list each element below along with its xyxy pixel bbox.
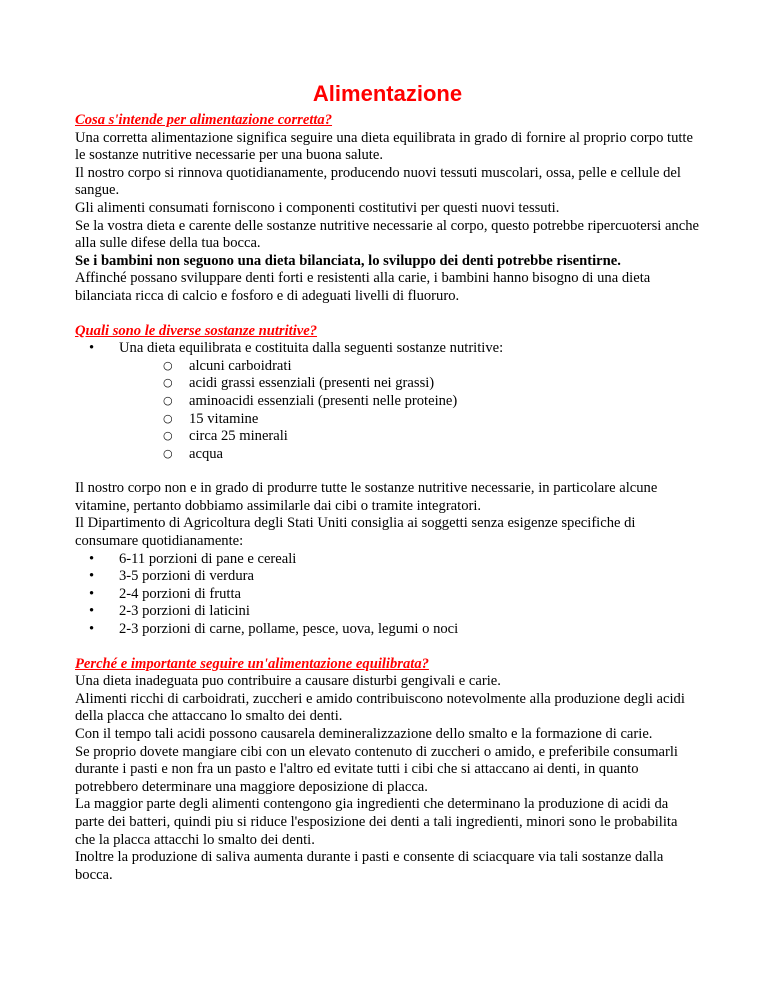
paragraph: Una dieta inadeguata puo contribuire a causare disturbi gengivali e carie. [75, 673, 501, 690]
bold-paragraph: Se i bambini non seguono una dieta bilanciata, lo sviluppo dei denti potrebbe risentirne. [75, 252, 621, 269]
page-title: Alimentazione [312, 81, 463, 106]
paragraph: Il nostro corpo non e in grado di produrre tutte le sostanze nutritive necessarie, in particolare alcune vitamine, pertanto dobbiamo assimilarle dai cibi o tramite integratori. [75, 480, 658, 514]
nutrient-sublist [119, 358, 700, 464]
paragraph: Se proprio dovete mangiare cibi con un elevato contenuto di zuccheri o amido, e preferibile consumarli durante i pasti e non fra un pasto e l'altro ed evitate tutti i cibi che si attaccano ai denti, in quanto potrebbero determinare una maggiore deposizione di placca. [75, 743, 678, 795]
sublist-item [119, 358, 700, 376]
circle-bullet-icon: ○ [163, 429, 173, 443]
list-item-text: Una dieta equilibrata e costituita dalla seguenti sostanze nutritive: [119, 340, 504, 357]
paragraph: Con il tempo tali acidi possono causarela demineralizzazione dello smalto e la formazione di carie. [75, 726, 653, 742]
circle-bullet-icon: ○ [163, 376, 173, 390]
bullet-icon: • [89, 568, 95, 585]
bullet-icon: • [89, 603, 95, 620]
sublist-item [119, 428, 700, 446]
section-recommendations [75, 480, 700, 638]
bullet-icon: • [89, 340, 95, 357]
document-page [75, 80, 700, 901]
bullet-icon: • [89, 621, 95, 638]
paragraph: Se la vostra dieta e carente delle sostanze nutritive necessarie al corpo, questo potrebbe ripercuotersi anche alla sulle difese della tua bocca. [75, 217, 700, 252]
section-correct-nutrition [75, 112, 700, 306]
sublist-item [119, 446, 700, 464]
sublist-item-text: aminoacidi essenziali (presenti nelle proteine) [189, 392, 458, 409]
circle-bullet-icon: ○ [163, 411, 173, 425]
sublist-item [119, 393, 700, 411]
list-item-text: 3-5 porzioni di verdura [119, 568, 254, 585]
paragraph: Alimenti ricchi di carboidrati, zuccheri e amido contribuiscono notevolmente alla produzione degli acidi della placca che attaccano lo smalto dei denti. [75, 690, 685, 725]
section-heading: Cosa s'intende per alimentazione corretta? [75, 112, 333, 128]
circle-bullet-icon: ○ [163, 358, 173, 372]
sublist-item-text: 15 vitamine [189, 410, 259, 427]
portions-list [75, 551, 700, 639]
bullet-list [75, 340, 700, 463]
list-item-text: 2-3 porzioni di laticini [119, 603, 250, 620]
list-item [75, 621, 700, 639]
section-heading: Quali sono le diverse sostanze nutritive? [75, 322, 318, 339]
list-item [75, 568, 700, 586]
paragraph: Gli alimenti consumati forniscono i componenti costitutivi per questi nuovi tessuti. [75, 199, 560, 216]
list-item [75, 551, 700, 569]
circle-bullet-icon: ○ [163, 393, 173, 407]
sublist-item-text: acqua [189, 445, 224, 462]
paragraph: Il Dipartimento di Agricoltura degli Stati Uniti consiglia ai soggetti senza esigenze specifiche di consumare quotidianamente: [75, 515, 636, 550]
sublist-item [119, 375, 700, 393]
list-item-text: 2-4 porzioni di frutta [119, 585, 241, 602]
paragraph: Una corretta alimentazione significa seguire una dieta equilibrata in grado di fornire al proprio corpo tutte le sostanze nutritive necessarie per una buona salute. [75, 129, 693, 164]
circle-bullet-icon: ○ [163, 446, 173, 460]
paragraph: Inoltre la produzione di saliva aumenta durante i pasti e consente di sciacquare via tali sostanze dalla bocca. [75, 849, 664, 883]
paragraph: Affinché possano sviluppare denti forti e resistenti alla carie, i bambini hanno bisogno di una dieta bilanciata ricca di calcio e fosforo e di adeguati livelli di fluoruro. [75, 270, 651, 304]
sublist-item [119, 411, 700, 429]
bullet-icon: • [89, 585, 95, 602]
list-item [75, 603, 700, 621]
list-item [75, 586, 700, 604]
sublist-item-text: acidi grassi essenziali (presenti nei grassi) [189, 375, 435, 392]
list-item [75, 340, 700, 463]
section-heading: Perché e importante seguire un'alimentazione equilibrata? [75, 655, 429, 672]
list-item-text: 6-11 porzioni di pane e cereali [119, 550, 297, 567]
list-item-text: 2-3 porzioni di carne, pollame, pesce, uova, legumi o noci [119, 621, 459, 638]
section-nutrients [75, 323, 700, 464]
paragraph: La maggior parte degli alimenti contengono gia ingredienti che determinano la produzione di acidi da parte dei batteri, quindi piu si riduce l'esposizione dei denti a tali ingredienti, minori sono le probabilita che la placca attacchi lo smalto dei denti. [75, 796, 678, 848]
sublist-item-text: circa 25 minerali [189, 428, 288, 445]
bullet-icon: • [89, 550, 95, 567]
sublist-item-text: alcuni carboidrati [189, 357, 292, 374]
paragraph: Il nostro corpo si rinnova quotidianamente, producendo nuovi tessuti muscolari, ossa, pelle e cellule del sangue. [75, 164, 681, 199]
section-balanced-diet-importance [75, 656, 700, 885]
